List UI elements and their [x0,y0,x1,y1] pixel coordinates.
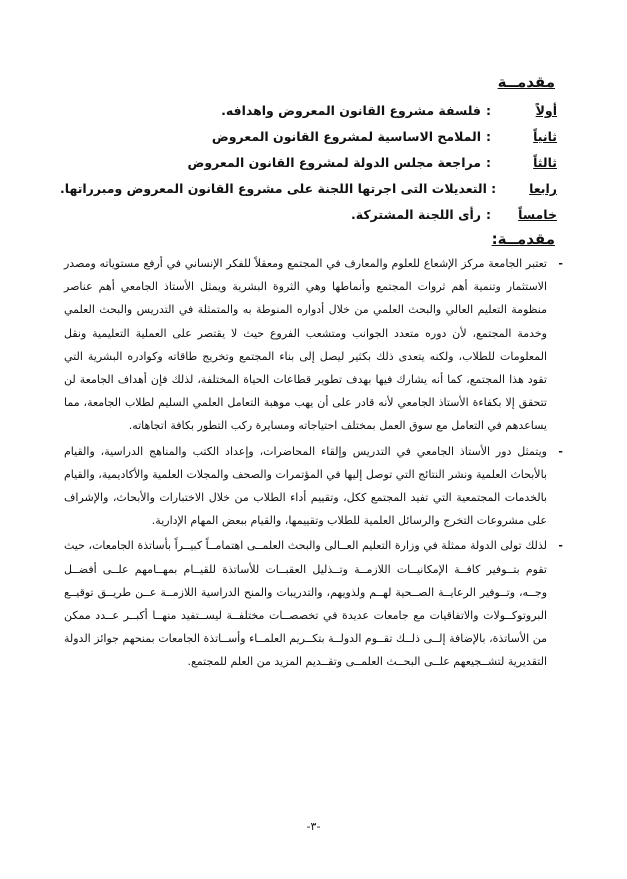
paragraph-text: ويتمثل دور الأستاذ الجامعي في التدريس وإلقاء المحاضرات، وإعداد الكتب والمناهج الدراسية، والقيام بالأبحاث العلمية ونشر النتائج التي توصل إليها في المؤتمرات والصحف والمجلات العلمية والأكاديمية، والقيام بالخدمات المجتمعية التي تفيد المجتمع ككل، وتقييم أداء الطلاب من خلال الاختبارات والأبحاث، والإشراف على مشروعات التخرج والرسائل العلمية للطلاب وتقييمها، والقيام ببعض المهام الإدارية. [64,444,547,528]
toc-item [60,150,557,176]
toc-item [60,124,557,150]
toc-item [60,202,557,228]
toc-item-text: فلسفة مشروع القانون المعروض واهدافه. [221,103,481,118]
table-of-contents [60,98,565,228]
toc-item-separator: : [486,155,491,170]
toc-item-number: خامساً [518,207,557,222]
page-number: -٣- [306,820,321,833]
toc-item [60,98,557,124]
toc-item-number: ثالثاً [533,155,557,170]
bullet-marker: - [558,444,563,458]
toc-item-separator: : [486,129,491,144]
toc-item [60,176,557,202]
toc-item-text: رأى اللجنة المشتركة. [351,207,481,222]
toc-item-number: ثانياً [533,129,557,144]
paragraph [60,440,565,533]
toc-item-text: التعديلات التى اجرتها اللجنة على مشروع القانون المعروض ومبرراتها. [60,181,487,196]
toc-item-text: مراجعة مجلس الدولة لمشروع القانون المعروض [187,155,481,170]
paragraph [60,252,565,438]
toc-item-number: أولاً [535,103,557,118]
paragraph-text: لذلك تولى الدولة ممثلة في وزارة التعليم العــالى والبحث العلمــى اهتمامــاً كبيــراً بأساتذة الجامعات، حيث تقوم بتــوفير كافــة الإمكانيــات اللازمــة وتــذليل العقبــات للأساتذة للقيــام بمهــامهم علــى أفضــل وجــه، وتــوفير الرعايــة الصــحية لهــم ولذويهم، والتدريبات والمنح الدراسية اللازمــة عــن طريــق توقيــع البروتوكــولات والاتفاقيات مع جامعات عديدة في تخصصــات مختلفــة ليســتفيد منهــا أكبــر عــدد ممكن من الأساتذة، بالإضافة إلــى ذلــك تقــوم الدولــة بتكــريم العلمــاء وأســاتذة الجامعات بمنحهم جوائز الدولة التقديرية لتشــجيعهم علــى البحــث العلمــى وتقــديم المزيد من العلم للمجتمع. [64,539,547,669]
toc-item-separator: : [491,181,497,196]
paragraph [60,534,565,673]
paragraph-list [60,252,565,674]
toc-item-separator: : [486,207,491,222]
toc-item-text: الملامح الاساسية لمشروع القانون المعروض [211,129,481,144]
intro-heading: مقدمــة [497,73,555,91]
bullet-marker: - [558,257,563,270]
toc-item-number: رابعا [529,181,557,196]
bullet-marker: - [558,539,563,553]
paragraph-text: تعتبر الجامعة مركز الإشعاع للعلوم والمعارف في المجتمع ومعقلاً للفكر الإنساني في أرفع مستوياته ومصدر الاستثمار وتنمية أهم ثروات المجتمع وأنماطها وهي الثروة البشرية ويمثل الأستاذ الجامعي أهم عناصر منظومة التعليم العالي والبحث العلمي من خلال أدواره المنوطة به والمتمثلة في التدريس والبحث العلمي وخدمة المجتمع، لأن دوره متعدد الجوانب ومتشعب الفروع حيث لا يقتصر على العملية التعليمية ونقل المعلومات للطلاب، ولكنه يتعدى ذلك بكثير ليصل إلى بناء المجتمع وتخريج طاقاته وكوادره البشرية التي تقود هذا المجتمع، كما أنه يشارك فيها بهدف تطوير قطاعات الحياة المختلفة، لذلك فإن أهداف الجامعة لن تتحقق إلا بكفاءة الأستاذ الجامعي لأنه قادر على أن يهب موهبة التعامل العلمي السليم لطلاب الجامعة، مما يساعدهم في التعامل مع سوق العمل بمختلف احتياجاته ومسايرة ركب التطور بكافة اتجاهاته. [64,257,547,433]
section-heading: مقدمــة: [491,230,555,248]
toc-item-separator: : [486,103,491,118]
